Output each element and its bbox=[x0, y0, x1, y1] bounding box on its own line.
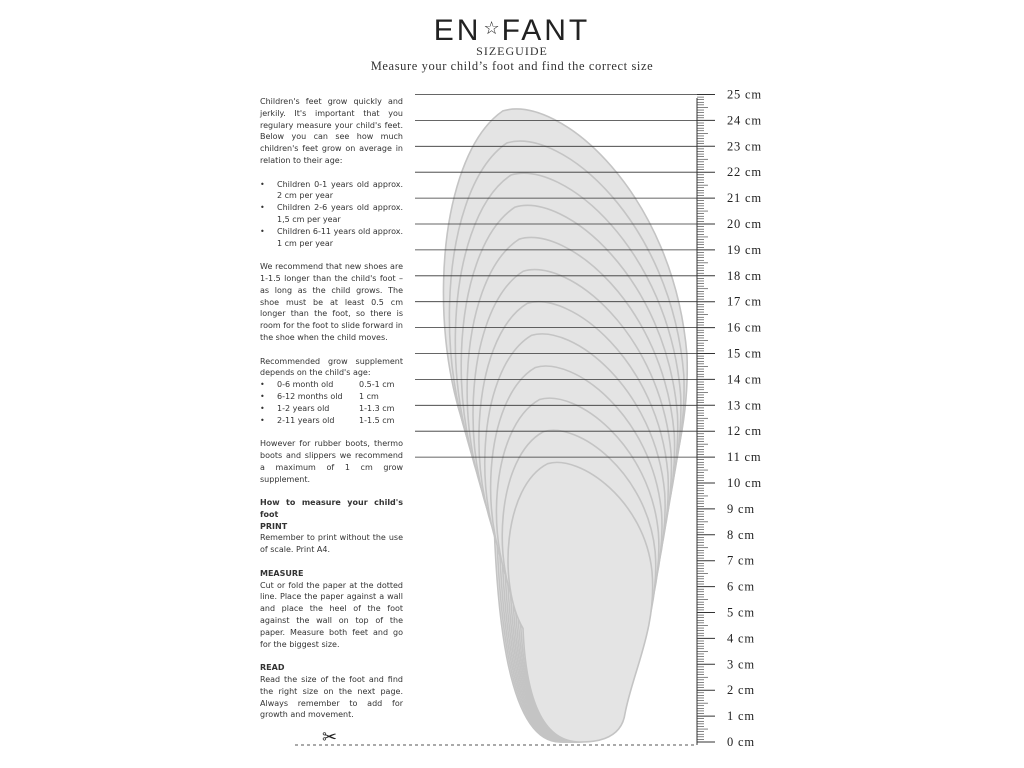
ruler-label: 4 cm bbox=[727, 631, 755, 646]
step-text-read: Read the size of the foot and find the right size on the next page. Always remember to add for growth and movement. bbox=[260, 675, 403, 720]
ruler-label: 11 cm bbox=[727, 450, 762, 465]
supplement-age: • 0-6 month old bbox=[277, 380, 334, 390]
ruler-label: 8 cm bbox=[727, 527, 755, 542]
ruler-label: 12 cm bbox=[727, 424, 762, 439]
step-text-measure: Cut or fold the paper at the dotted line. Place the paper against a wall and place the heel of the foot against the wall on top of the paper. Measure both feet and go for the biggest size. bbox=[260, 580, 403, 649]
ruler-label: 5 cm bbox=[727, 605, 755, 620]
supplement-age: • 6-12 months old bbox=[277, 391, 343, 401]
ruler-label: 7 cm bbox=[727, 553, 755, 568]
recommend-paragraph: We recommend that new shoes are 1-1.5 longer than the child's foot – as long as the child grows. The shoe must be at least 0.5 cm longer than the foot, so there is room for the foot to slide forward in the shoe when the child moves. bbox=[260, 262, 403, 342]
ruler-label: 9 cm bbox=[727, 501, 755, 516]
ruler-label: 3 cm bbox=[727, 657, 755, 672]
ruler-label: 22 cm bbox=[727, 165, 762, 180]
step-title-print: PRINT bbox=[260, 521, 288, 531]
sizeguide-title: SIZEGUIDE bbox=[476, 44, 548, 58]
ruler-label: 10 cm bbox=[727, 476, 762, 490]
growth-item: • Children 6-11 years old approx. 1 cm per year bbox=[260, 226, 403, 250]
foot-outlines bbox=[443, 109, 687, 742]
ruler-label: 21 cm bbox=[727, 191, 762, 206]
ruler-label: 16 cm bbox=[727, 320, 762, 335]
ruler-label: 20 cm bbox=[727, 217, 762, 231]
rubber-note: However for rubber boots, thermo boots and slippers we recommend a maximum of 1 cm grow supplement. bbox=[260, 439, 403, 484]
ruler-label: 19 cm bbox=[727, 242, 762, 257]
supplement-intro: Recommended grow supplement depends on the child's age: bbox=[260, 356, 403, 378]
howto-title: How to measure your child's foot bbox=[260, 498, 403, 519]
ruler-labels bbox=[727, 88, 762, 750]
brand-text-left: EN bbox=[433, 14, 482, 47]
step-title-measure: MEASURE bbox=[260, 568, 304, 578]
supplement-value: 1-1.5 cm bbox=[359, 415, 395, 425]
scissors-icon: ✂ bbox=[322, 727, 338, 748]
growth-item: • Children 2-6 years old approx. 1,5 cm per year bbox=[260, 202, 403, 226]
ruler-label: 23 cm bbox=[727, 139, 762, 154]
ruler-label: 15 cm bbox=[727, 346, 762, 361]
star-icon: ☆ bbox=[483, 18, 500, 38]
page-subtitle: Measure your child’s foot and find the correct size bbox=[370, 59, 654, 73]
ruler-label: 25 cm bbox=[727, 87, 762, 102]
supplement-value: 0.5-1 cm bbox=[359, 380, 395, 390]
supplement-age: • 2-11 years old bbox=[277, 415, 335, 425]
ruler-label: 18 cm bbox=[727, 268, 762, 283]
ruler-label: 14 cm bbox=[727, 372, 762, 387]
ruler-label: 1 cm bbox=[727, 709, 755, 724]
supplement-value: 1 cm bbox=[359, 391, 379, 401]
ruler-label: 24 cm bbox=[727, 113, 762, 128]
step-text-print: Remember to print without the use of scale. Print A4. bbox=[260, 533, 403, 555]
ruler-ticks bbox=[697, 95, 715, 743]
growth-item: • Children 0-1 years old approx. 2 cm per year bbox=[260, 179, 403, 203]
supplement-value: 1-1.3 cm bbox=[359, 403, 395, 413]
supplement-age: • 1-2 years old bbox=[277, 403, 330, 413]
ruler-label: 0 cm bbox=[727, 735, 755, 749]
ruler-label: 2 cm bbox=[727, 683, 755, 698]
ruler-label: 17 cm bbox=[727, 294, 762, 309]
brand-text-right: FANT bbox=[501, 14, 591, 47]
ruler-label: 13 cm bbox=[727, 398, 762, 413]
intro-paragraph: Children's feet grow quickly and jerkily. It's important that you regulary measure your child's feet. Below you can see how much children's feet grow on average in relation to their age: bbox=[260, 97, 403, 165]
ruler-label: 6 cm bbox=[727, 579, 755, 594]
step-title-read: READ bbox=[260, 663, 285, 673]
